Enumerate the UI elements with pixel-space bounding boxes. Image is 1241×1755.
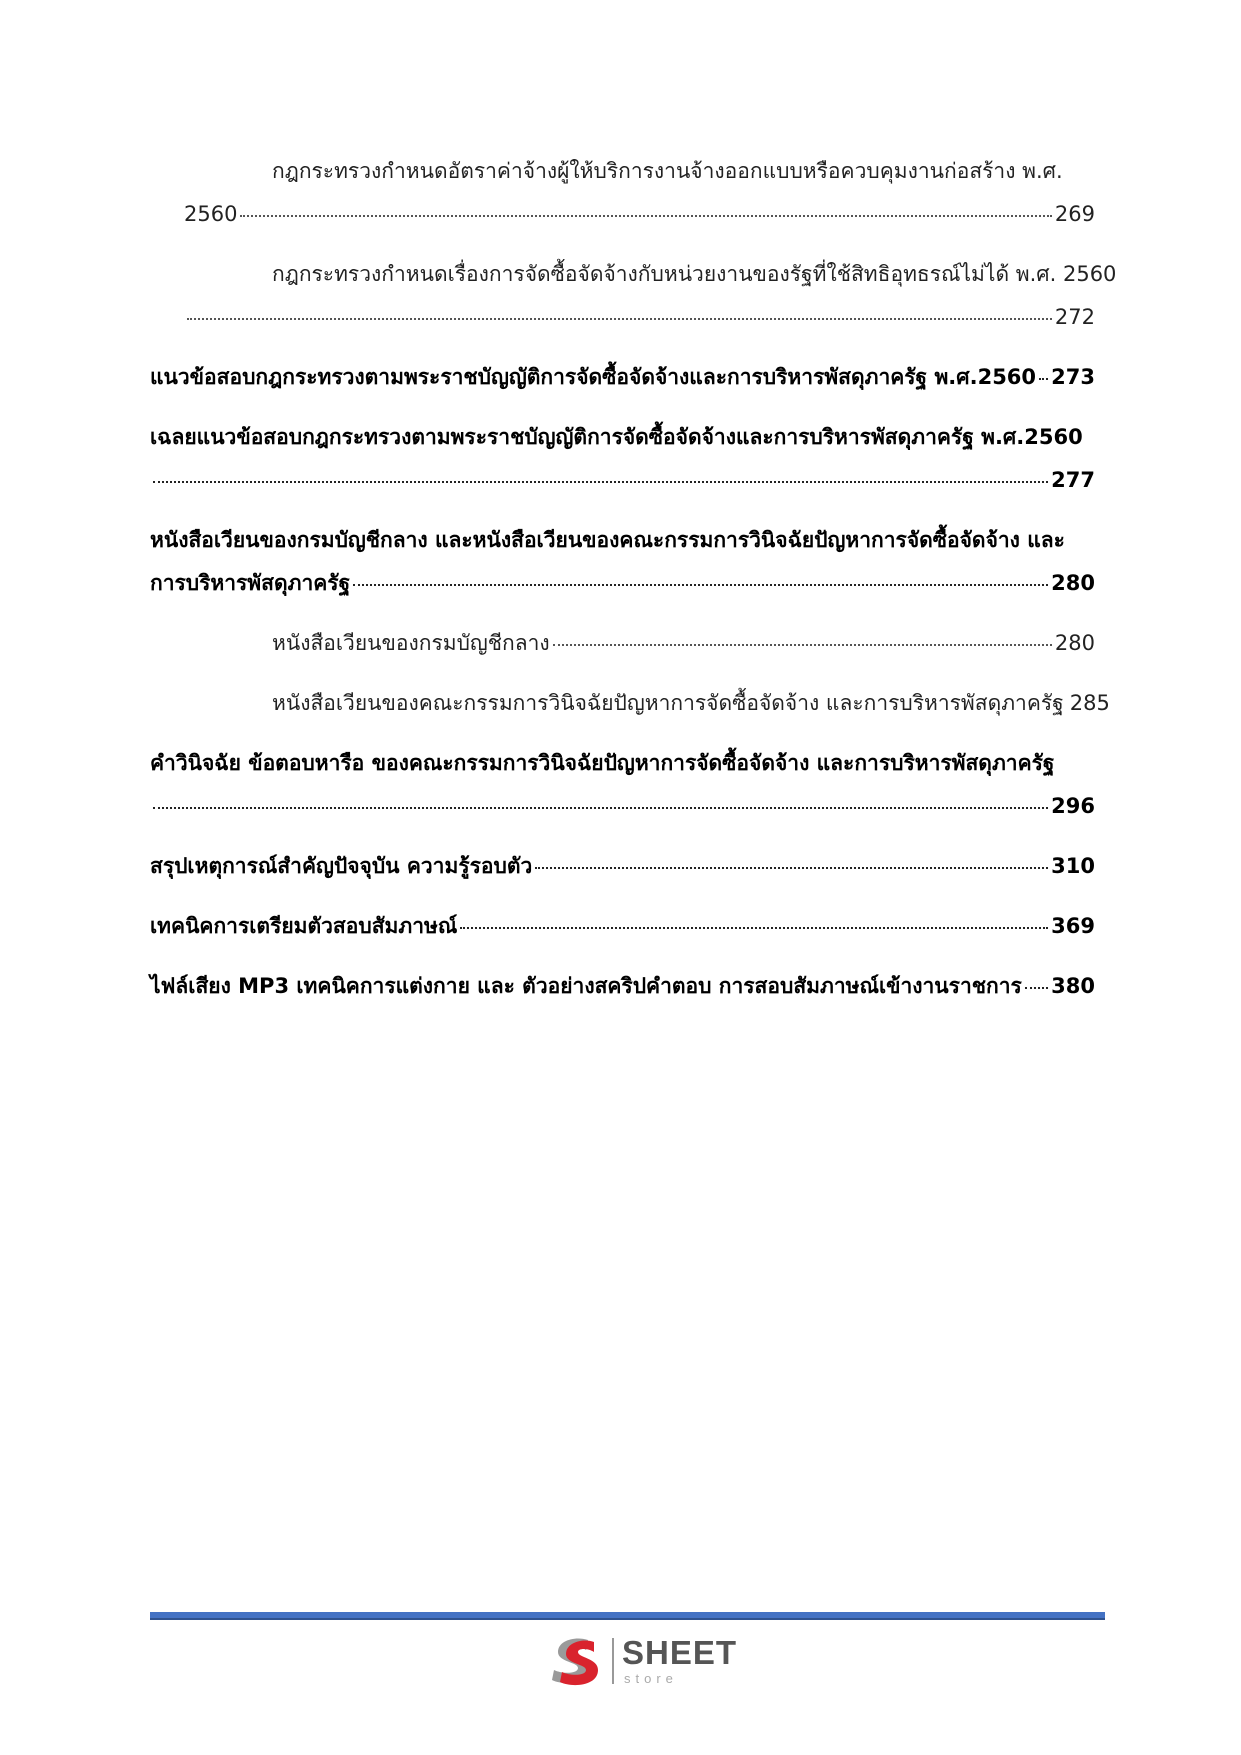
page-number: 369 [1051, 914, 1095, 938]
sheet-store-s-icon [548, 1634, 608, 1690]
toc-entry-row [150, 459, 1095, 502]
page-number: 380 [1051, 974, 1095, 998]
toc-entry-row [150, 905, 1095, 948]
toc-entry-title: เฉลยแนวข้อสอบกฎกระทรวงตามพระราชบัญญัติการจัดซื้อจัดจ้างและการบริหารพัสดุภาครัฐ พ.ศ.2560 [150, 425, 1083, 449]
toc-entry-title: หนังสือเวียนของกรมบัญชีกลาง [272, 631, 550, 655]
dot-leader [187, 317, 1052, 320]
toc-entry-main[interactable] [150, 519, 1095, 605]
toc-entry-sub[interactable] [150, 682, 1110, 725]
dot-leader [460, 926, 1048, 929]
toc-entry-row [150, 562, 1095, 605]
toc-entry-row [184, 193, 1095, 236]
logo-divider [612, 1638, 614, 1684]
toc-entry-sub[interactable] [150, 150, 1095, 236]
toc-entry-title: ไฟล์เสียง MP3 เทคนิคการแต่งกาย และ ตัวอย่างสคริปคำตอบ การสอบสัมภาษณ์เข้างานราชการ [150, 974, 1022, 998]
page-number: 280 [1051, 571, 1095, 595]
toc-entry-row [150, 845, 1095, 888]
toc-entry-row [150, 356, 1095, 399]
page-number: 272 [1054, 305, 1095, 329]
toc-entry-title: หนังสือเวียนของคณะกรรมการวินิจฉัยปัญหาการจัดซื้อจัดจ้าง และการบริหารพัสดุภาครัฐ [272, 691, 1064, 715]
toc-entry-title: กฎกระทรวงกำหนดอัตราค่าจ้างผู้ให้บริการงานจ้างออกแบบหรือควบคุมงานก่อสร้าง พ.ศ. [272, 159, 1063, 183]
page-number: 277 [1051, 468, 1095, 492]
dot-leader [553, 643, 1052, 646]
toc-entry-row [272, 622, 1095, 665]
page-number: 310 [1051, 854, 1095, 878]
dot-leader [353, 583, 1048, 586]
dot-leader [153, 806, 1048, 809]
sheet-store-logo [548, 1634, 738, 1690]
toc-entry-title: สรุปเหตุการณ์สำคัญปัจจุบัน ความรู้รอบตัว [150, 854, 533, 878]
dot-leader [240, 214, 1051, 217]
dot-leader [1039, 377, 1048, 380]
toc-entry-row [150, 785, 1095, 828]
logo-wordmark: SHEET [622, 1634, 738, 1671]
toc-entry-main[interactable] [150, 845, 1095, 888]
toc-entry-title: กฎกระทรวงกำหนดเรื่องการจัดซื้อจัดจ้างกับหน่วยงานของรัฐที่ใช้สิทธิอุทธรณ์ไม่ได้ พ.ศ. 2560 [272, 262, 1117, 286]
page-number: 269 [1054, 202, 1095, 226]
toc-entry-row [272, 682, 1110, 725]
toc-entry-row [150, 965, 1095, 1008]
dot-leader [153, 480, 1048, 483]
page-number: 273 [1051, 365, 1095, 389]
footer-rule [150, 1612, 1105, 1620]
toc-entry-main[interactable] [150, 905, 1095, 948]
toc-entry-main[interactable] [150, 356, 1095, 399]
page-number: 296 [1051, 794, 1095, 818]
toc-entry-main[interactable] [150, 965, 1095, 1008]
toc-entry-title: คำวินิจฉัย ข้อตอบหารือ ของคณะกรรมการวินิจฉัยปัญหาการจัดซื้อจัดจ้าง และการบริหารพัสดุภาครัฐ [150, 751, 1055, 775]
dot-leader [535, 866, 1048, 869]
toc-entry-title: เทคนิคการเตรียมตัวสอบสัมภาษณ์ [150, 914, 458, 938]
toc-entry-title-cont: 2560 [184, 202, 238, 226]
table-of-contents [150, 150, 1117, 1008]
page-number: 285 [1069, 691, 1110, 715]
toc-entry-title: หนังสือเวียนของกรมบัญชีกลาง และหนังสือเวียนของคณะกรรมการวินิจฉัยปัญหาการจัดซื้อจัดจ้าง และ [150, 528, 1065, 552]
toc-entry-sub[interactable] [150, 253, 1117, 339]
logo-subtext: store [624, 1671, 678, 1686]
toc-entry-title: แนวข้อสอบกฎกระทรวงตามพระราชบัญญัติการจัดซื้อจัดจ้างและการบริหารพัสดุภาครัฐ พ.ศ.2560 [150, 365, 1037, 389]
toc-entry-sub[interactable] [150, 622, 1095, 665]
toc-entry-main[interactable] [150, 742, 1095, 828]
toc-entry-title-cont: การบริหารพัสดุภาครัฐ [150, 571, 351, 595]
toc-entry-row [184, 296, 1095, 339]
dot-leader [1025, 986, 1048, 989]
toc-entry-main[interactable] [150, 416, 1095, 502]
page-number: 280 [1054, 631, 1095, 655]
